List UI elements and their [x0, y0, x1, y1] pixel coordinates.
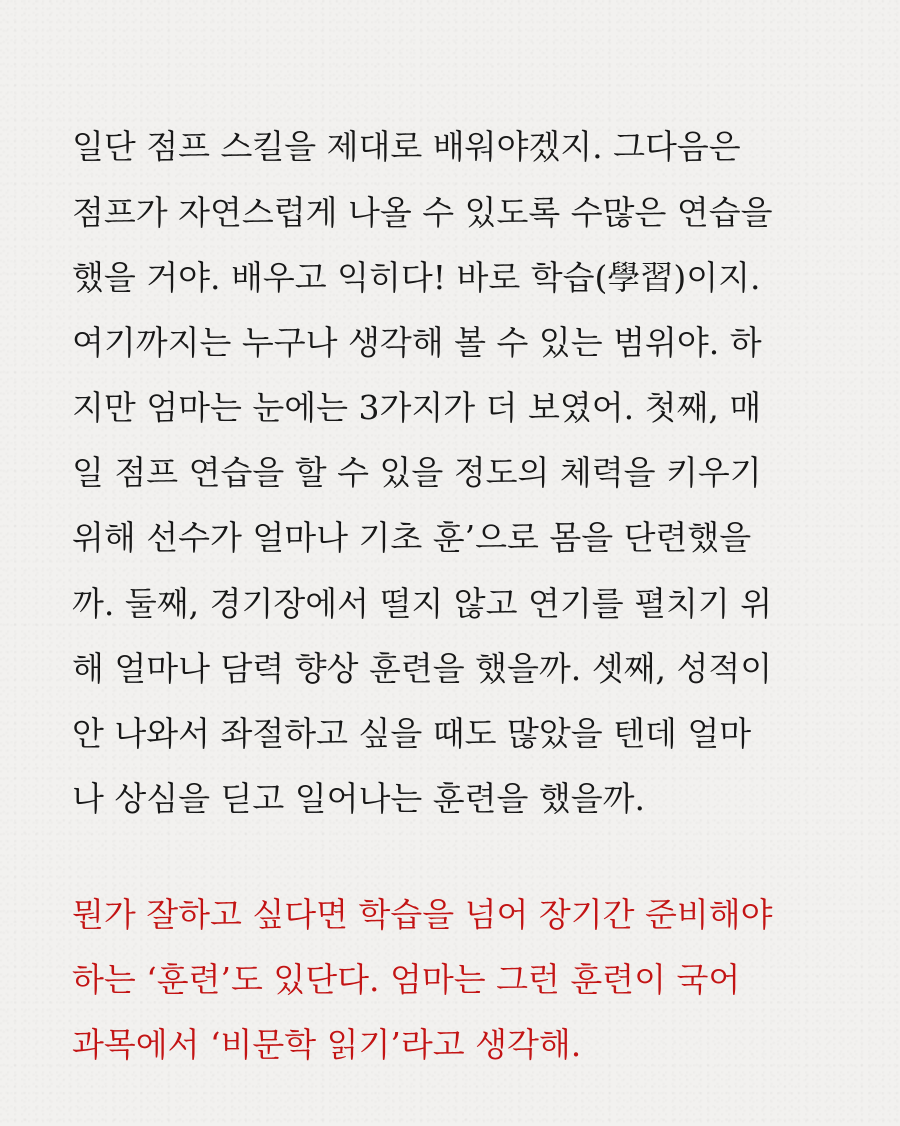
- body-line: 했을 거야. 배우고 익히다! 바로 학습(學習)이지.: [72, 258, 761, 297]
- body-line: 점프가 자연스럽게 나올 수 있도록 수많은 연습을: [72, 193, 773, 232]
- body-line: 일 점프 연습을 할 수 있을 정도의 체력을 키우기: [72, 453, 762, 492]
- emphasis-line: 과목에서 ‘비문학 읽기’라고 생각해.: [72, 1025, 582, 1064]
- body-line: 여기까지는 누구나 생각해 볼 수 있는 범위야. 하: [72, 323, 762, 362]
- emphasis-line: 뭔가 잘하고 싶다면 학습을 넘어 장기간 준비해야: [72, 895, 773, 934]
- body-line: 해 얼마나 담력 향상 훈련을 했을까. 셋째, 성적이: [72, 649, 773, 688]
- body-line: 나 상심을 딛고 일어나는 훈련을 했을까.: [72, 779, 645, 818]
- body-line: 안 나와서 좌절하고 싶을 때도 많았을 텐데 얼마: [72, 714, 752, 753]
- body-line: 위해 선수가 얼마나 기초 훈’으로 몸을 단련했을: [72, 518, 752, 557]
- body-line: 지만 엄마는 눈에는 3가지가 더 보였어. 첫째, 매: [72, 388, 762, 427]
- emphasis-line: 하는 ‘훈련’도 있단다. 엄마는 그런 훈련이 국어: [72, 960, 741, 999]
- body-line: 일단 점프 스킬을 제대로 배워야겠지. 그다음은: [72, 127, 741, 166]
- body-line: 까. 둘째, 경기장에서 떨지 않고 연기를 펼치기 위: [72, 584, 773, 623]
